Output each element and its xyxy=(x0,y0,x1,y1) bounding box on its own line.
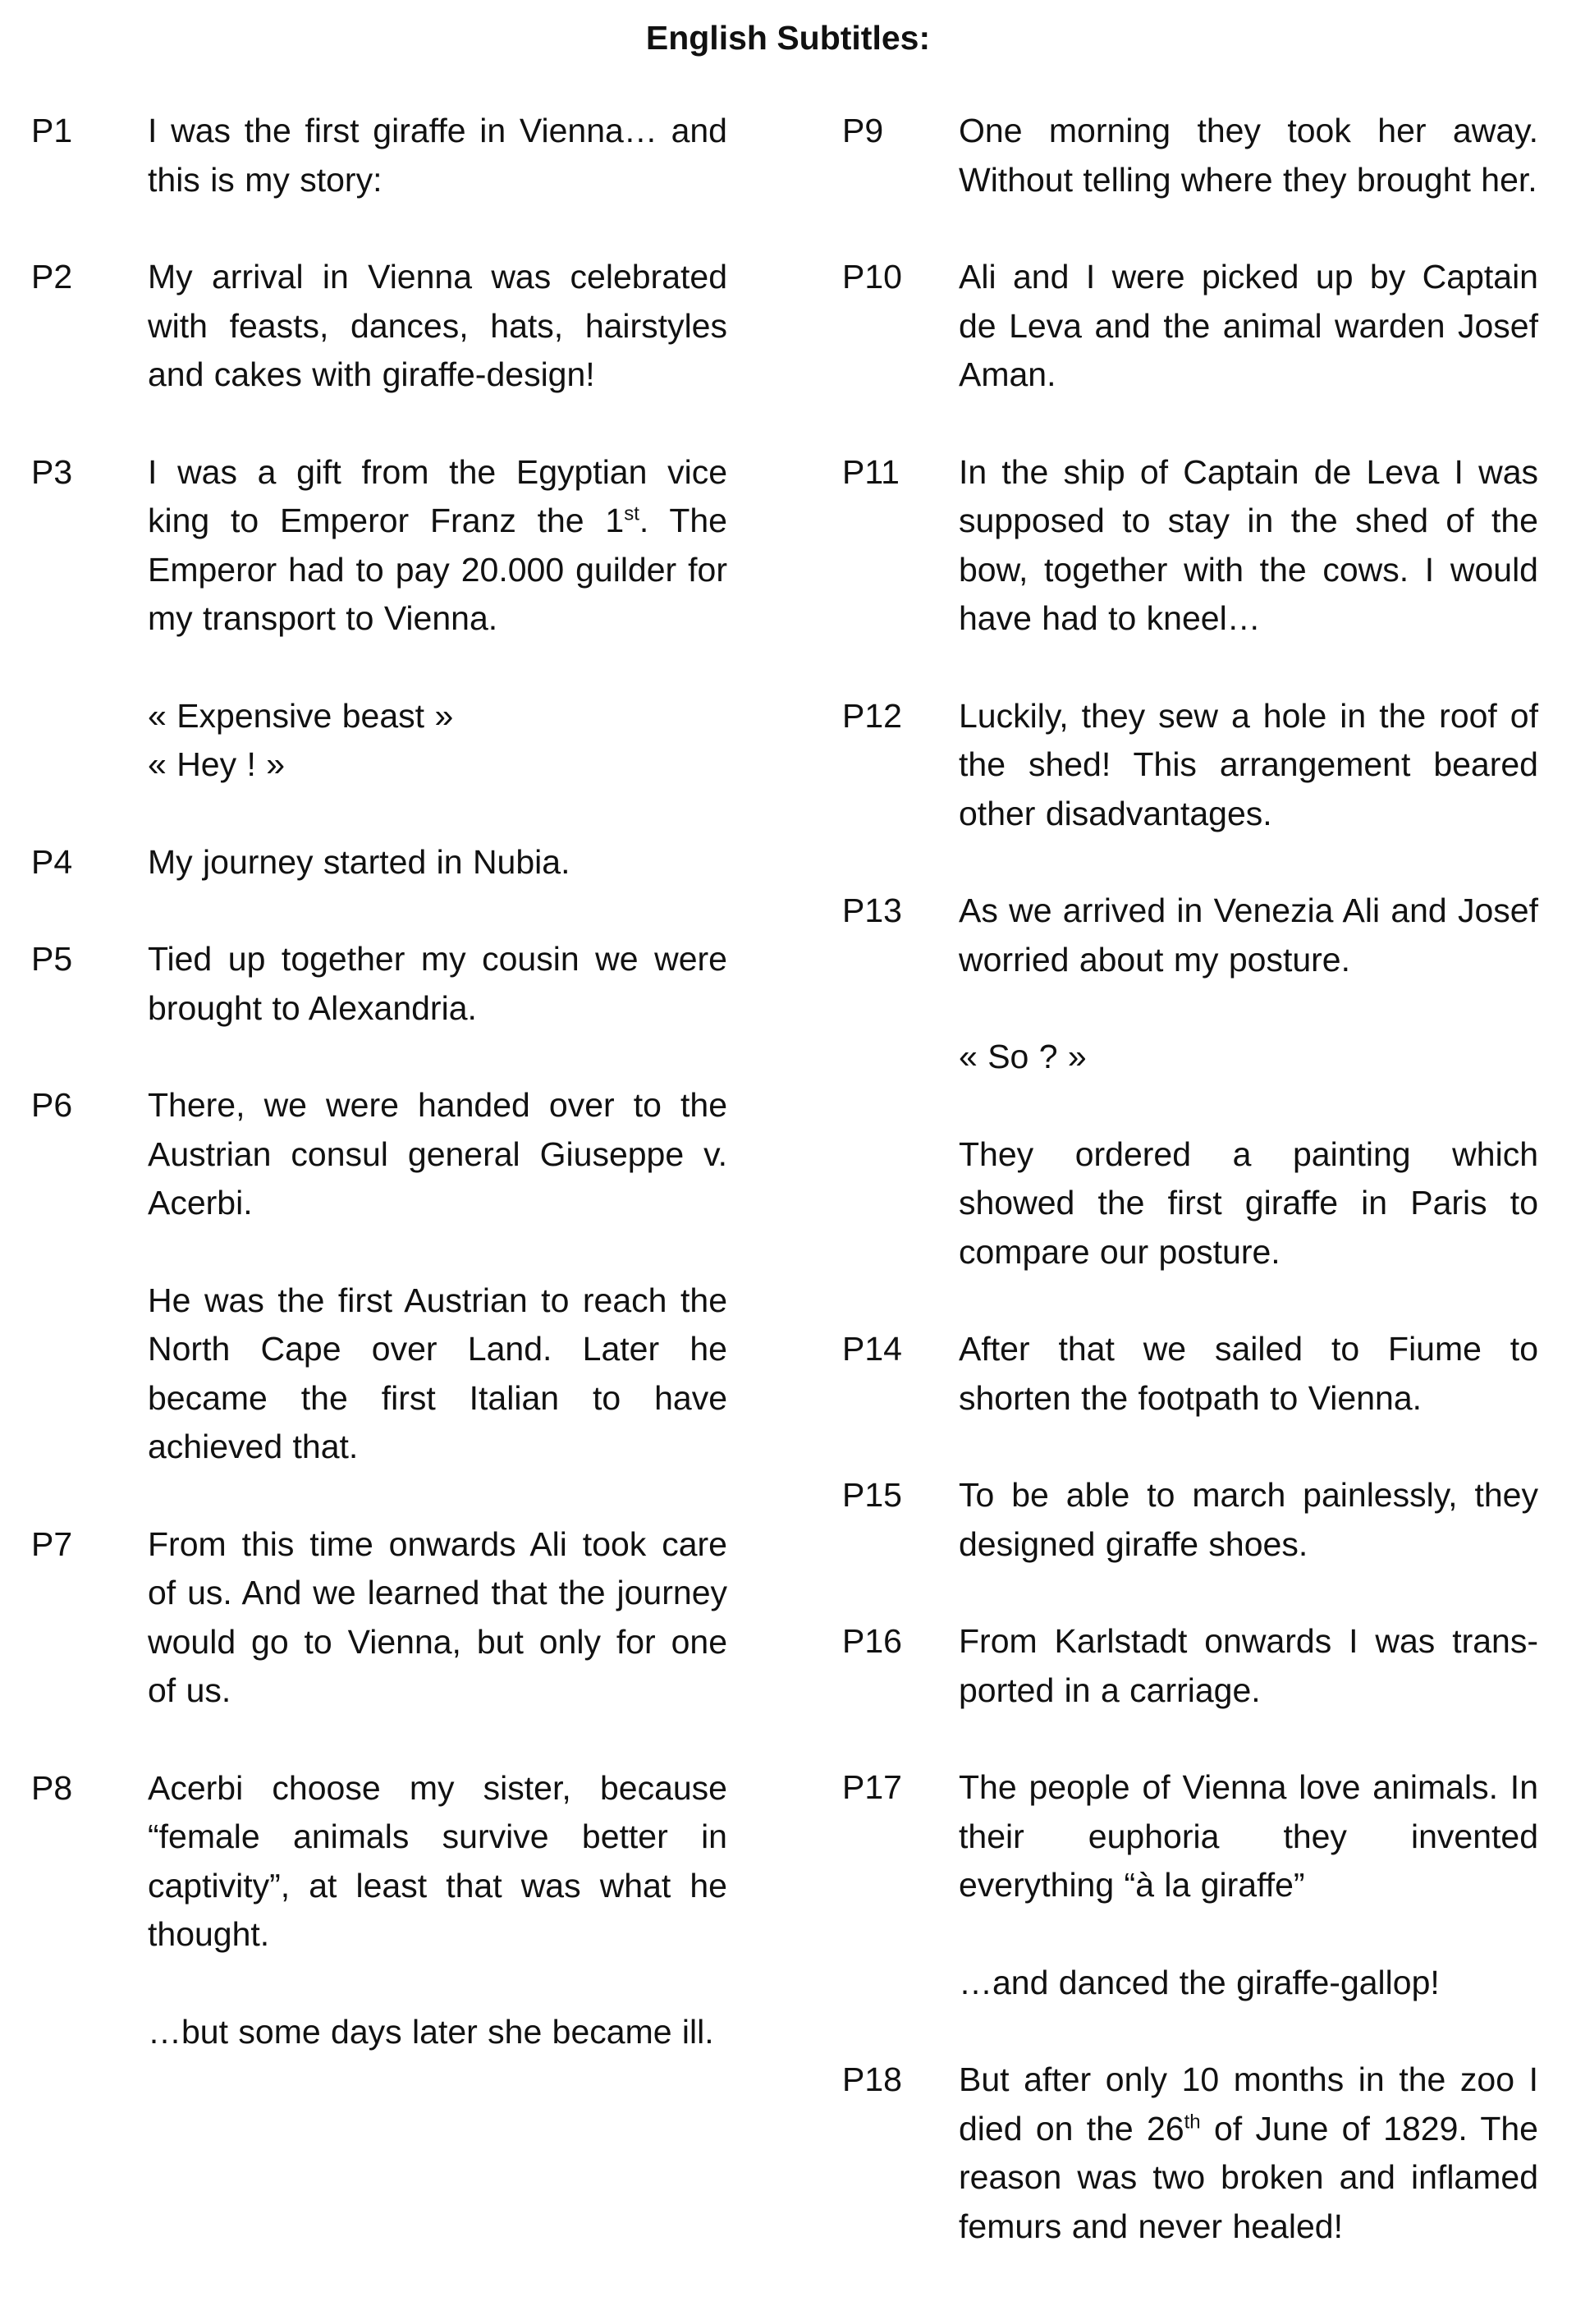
entry-label: P4 xyxy=(31,842,73,881)
subtitle-paragraph: My arrival in Vienna was celebrated with feasts, dances, hats, hairstyles and cakes with giraffe-design! xyxy=(148,258,727,393)
subtitle-paragraph: After that we sailed to Fiume to shorten the footpath to Vienna. xyxy=(959,1330,1538,1417)
entry-label: P13 xyxy=(842,892,902,929)
text-run: of June of 1829. The reason was two broken and inflamed femurs and never healed! xyxy=(959,2109,1538,2245)
entry-text xyxy=(959,692,1538,839)
entry-text xyxy=(959,887,1538,1277)
subtitle-paragraph: …but some days later she became ill. xyxy=(148,2012,714,2051)
page-title: English Subtitles: xyxy=(645,19,931,57)
entry-text xyxy=(959,1617,1538,1715)
subtitle-entry xyxy=(31,935,727,1033)
subtitle-paragraph: They ordered a painting which showed the first giraffe in Paris to compare our posture. xyxy=(959,1134,1538,1271)
subtitle-entry xyxy=(31,1520,727,1716)
text-run: But after only 10 months in the zoo I died on the 26 xyxy=(959,2060,1538,2148)
subtitle-paragraph: Acerbi choose my sister, because “female animals survive better in captivity”, at least that was what he thought. xyxy=(148,1768,727,1953)
entry-text xyxy=(959,1471,1538,1569)
subtitle-entry xyxy=(842,692,1538,839)
quote-line: « Hey ! » xyxy=(148,745,286,783)
entry-text xyxy=(959,1325,1538,1423)
quote-lines xyxy=(148,692,727,790)
quote-line: « Expensive beast » xyxy=(148,696,454,735)
subtitle-entry xyxy=(31,253,727,400)
entry-label: P1 xyxy=(31,112,73,149)
ordinal-suffix: th xyxy=(1184,2110,1201,2133)
entry-text xyxy=(148,1520,727,1716)
subtitle-paragraph: In the ship of Captain de Leva I was supposed to stay in the shed of the bow, together with the cows. I would have had to kneel… xyxy=(959,452,1538,637)
subtitle-paragraph: From Karlstadt onwards I was trans-ported in a carriage. xyxy=(959,1622,1538,1709)
entry-text xyxy=(148,1081,727,1472)
entry-label: P7 xyxy=(31,1524,73,1563)
ordinal-suffix: st xyxy=(624,502,639,525)
entry-label: P6 xyxy=(31,1086,73,1124)
entry-text xyxy=(148,838,727,887)
subtitle-entry xyxy=(842,1763,1538,2007)
subtitle-paragraph: To be able to march painlessly, they designed giraffe shoes. xyxy=(959,1476,1538,1563)
left-column xyxy=(31,107,727,2105)
subtitle-entry xyxy=(842,1325,1538,1423)
subtitle-entry xyxy=(842,1617,1538,1715)
subtitle-entry xyxy=(842,448,1538,644)
entry-label: P10 xyxy=(842,258,902,296)
subtitle-entry xyxy=(31,1081,727,1472)
subtitle-entry xyxy=(842,107,1538,204)
entry-label: P3 xyxy=(31,452,73,491)
entry-text xyxy=(148,253,727,400)
subtitle-paragraph: There, we were handed over to the Austrian consul general Giuseppe v. Acerbi. xyxy=(148,1086,727,1222)
quote-lines xyxy=(959,1033,1538,1082)
subtitle-entry xyxy=(842,2056,1538,2251)
subtitle-entry xyxy=(31,838,727,887)
entry-label: P2 xyxy=(31,258,73,296)
entry-label: P17 xyxy=(842,1768,902,1806)
entry-text xyxy=(148,107,727,204)
entry-text xyxy=(959,107,1538,204)
subtitle-entry xyxy=(842,253,1538,400)
subtitle-paragraph: I was the first giraffe in Vienna… and this is my story: xyxy=(148,112,727,199)
quote-line: « So ? » xyxy=(959,1038,1087,1075)
entry-text xyxy=(959,253,1538,400)
entry-label: P11 xyxy=(842,452,900,491)
entry-text xyxy=(959,1763,1538,2007)
entry-label: P16 xyxy=(842,1622,902,1660)
subtitle-paragraph: As we arrived in Venezia Ali and Josef worried about my posture. xyxy=(959,892,1538,979)
subtitle-paragraph: …and danced the giraffe-gallop! xyxy=(959,1963,1440,2001)
entry-label: P18 xyxy=(842,2060,902,2098)
subtitle-entry xyxy=(31,107,727,204)
subtitle-paragraph: My journey started in Nubia. xyxy=(148,842,570,881)
text-run: . The Emperor had to pay 20.000 guilder for my transport to Vienna. xyxy=(148,502,727,637)
subtitle-paragraph: One morning they took her away. Without telling where they brought her. xyxy=(959,112,1538,199)
subtitle-paragraph xyxy=(148,448,727,644)
entry-text xyxy=(959,2056,1538,2251)
subtitle-paragraph: The people of Vienna love animals. In their euphoria they invented everything “à la giraffe” xyxy=(959,1768,1538,1904)
subtitle-paragraph: Luckily, they sew a hole in the roof of the shed! This arrangement beared other disadvantages. xyxy=(959,696,1538,832)
entry-label: P9 xyxy=(842,112,884,149)
subtitle-paragraph: From this time onwards Ali took care of us. And we learned that the journey would go to Vienna, but only for one of us. xyxy=(148,1524,727,1709)
entry-label: P5 xyxy=(31,940,73,978)
subtitle-entry xyxy=(31,1764,727,2057)
subtitle-paragraph: Tied up together my cousin we were brought to Alexandria. xyxy=(148,940,727,1027)
entry-text xyxy=(148,448,727,790)
entry-label: P12 xyxy=(842,696,902,735)
entry-text xyxy=(959,448,1538,644)
subtitle-entry xyxy=(842,887,1538,1277)
right-column xyxy=(842,107,1538,2299)
subtitle-paragraph: He was the first Austrian to reach the North Cape over Land. Later he became the first Italian to have achieved that. xyxy=(148,1281,727,1465)
subtitle-paragraph xyxy=(959,2056,1538,2251)
entry-label: P15 xyxy=(842,1476,902,1514)
entry-label: P14 xyxy=(842,1330,902,1368)
text-run: I was a gift from the Egyptian vice king to Emperor Franz the 1 xyxy=(148,452,727,539)
entry-label: P8 xyxy=(31,1768,73,1807)
subtitle-paragraph: Ali and I were picked up by Captain de Leva and the animal warden Josef Aman. xyxy=(959,258,1538,393)
subtitle-entry xyxy=(31,448,727,790)
subtitle-entry xyxy=(842,1471,1538,1569)
entry-text xyxy=(148,935,727,1033)
entry-text xyxy=(148,1764,727,2057)
